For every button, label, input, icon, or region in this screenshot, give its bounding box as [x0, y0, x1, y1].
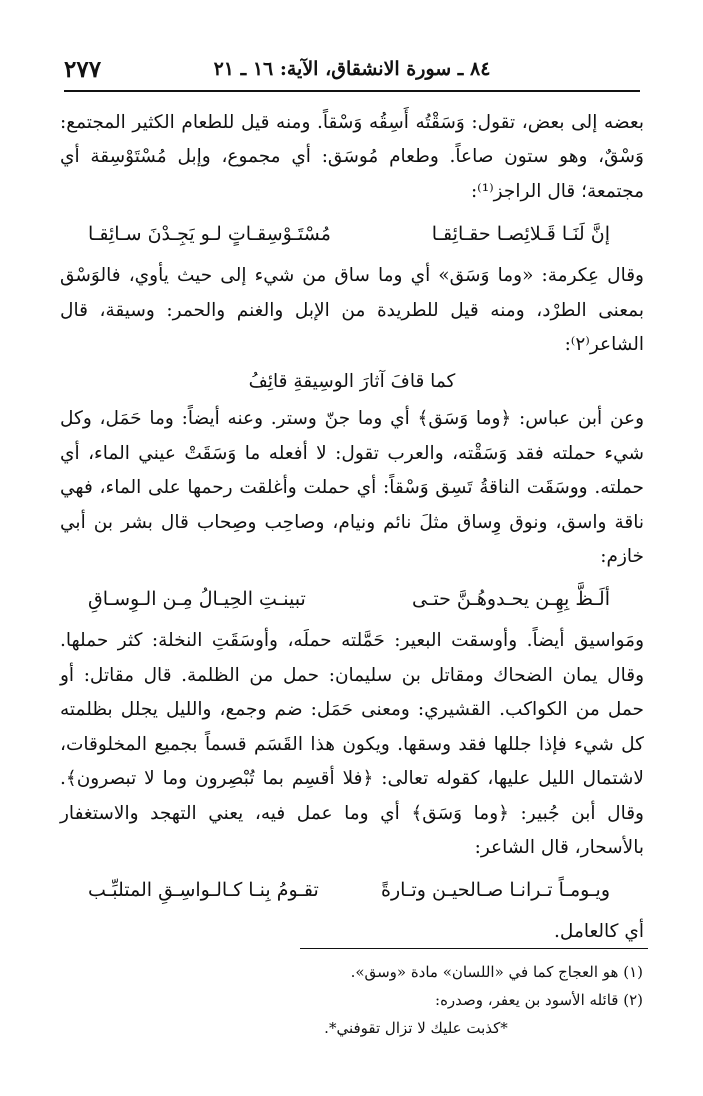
paragraph-2: وقال عِكرمة: «وما وَسَق» أي وما ساق من شيء إلى حيث يأوي، فالوَسْق بمعنى الطرْد، ومنه قيل للطريدة من الإبل والغنم والحمر: وسيقة، قال الشاعر⁽٢⁾:	[60, 265, 644, 356]
verse-2: كما قافَ آثارَ الوسِيقةِ قائِفُ	[248, 371, 456, 393]
verse-4	[60, 865, 644, 915]
page-header	[64, 54, 640, 90]
verse-1-second-hemistich: مُسْتَـوْسِقـاتٍ لـو يَجِـدْنَ سـائِقـا	[88, 223, 331, 246]
verse-4-first-hemistich: ويـومـاً تـرانـا صـالحيـن وتـارةً	[380, 879, 610, 902]
header-title: ٨٤ ـ سورة الانشقاق، الآية: ١٦ ـ ٢١	[213, 58, 491, 80]
verse-4-second-hemistich: تقـومُ بِنـا كـالـواسِـقِ المتلبِّـب	[88, 879, 319, 902]
verse-3-second-hemistich: تبينـتِ الحِيـالُ مِـن الـوِسـاقِ	[88, 588, 306, 611]
verse-1	[60, 209, 644, 259]
footnote-2-quote: *كذبت عليك لا تزال تقوفني*.	[324, 1019, 508, 1037]
footnote-divider	[300, 948, 648, 949]
paragraph-5: أي كالعامل.	[554, 921, 644, 943]
verse-3-first-hemistich: ألَـظَّ بِهِـن يحـدوهُـنَّ حتـى	[411, 588, 610, 611]
page-number: ٢٧٧	[64, 56, 102, 83]
footnote-2: (٢) قائله الأسود بن يعفر، وصدره:	[435, 991, 643, 1009]
header-divider	[64, 90, 640, 92]
main-text	[60, 106, 644, 950]
paragraph-1: بعضه إلى بعض، تقول: وَسَقْتُه أَسِقُه وَسْقاً. ومنه قيل للطعام الكثير المجتمع: وَسْقٌ، وهو ستون صاعاً. وطعام مُوسَق: أي مجموع، وإبل مُسْتَوْسِقة أي مجتمعة؛ قال الراجز⁽¹⁾:	[60, 112, 644, 202]
footnotes	[59, 958, 643, 1042]
footnote-1: (١) هو العجاج كما في «اللسان» مادة «وسق».	[350, 963, 643, 981]
paragraph-3: وعن أبن عباس: ﴿وما وَسَق﴾ أي وما جنّ وستر. وعنه أيضاً: وما حَمَل، وكل شيء حملته فقد وَسَقْته، والعرب تقول: لا أفعله ما وَسَقَتْ عيني الماء، أي حملته. ووسَقَت الناقةُ تَسِق وَسْقاً: أي حملت وأغلقت رحمها على الماء، فهي ناقة واسق، ونوق وِساق مثلَ نائم ونيام، وصاحِب وصِحاب قال بشر بن أبي خازم:	[60, 408, 644, 568]
paragraph-4: ومَواسيق أيضاً. وأوسقت البعير: حَمَّلته حملَه، وأوسَقَتِ النخلة: كثر حملها. وقال يمان الضحاك ومقاتل بن سليمان: حمل من الظلمة. قال مقاتل: أو حمل من الكواكب. القشيري: ومعنى حَمَل: ضم وجمع، والليل يجلل بظلمته كل شيء فإذا جللها فقد وسقها. ويكون هذا القَسَم قسماً بجميع المخلوقات، لاشتمال الليل عليها، كقوله تعالى: ﴿فلا أقسِم بما تُبْصِرون وما لا تبصرون﴾. وقال أبن جُبير: ﴿وما وَسَق﴾ أي وما عمل فيه، يعني التهجد والاستغفار بالأسحار، قال الشاعر:	[60, 630, 644, 858]
verse-1-first-hemistich: إنَّ لَنَـا قَـلائِصـا حقـائِقـا	[431, 223, 610, 246]
verse-3	[60, 574, 644, 624]
